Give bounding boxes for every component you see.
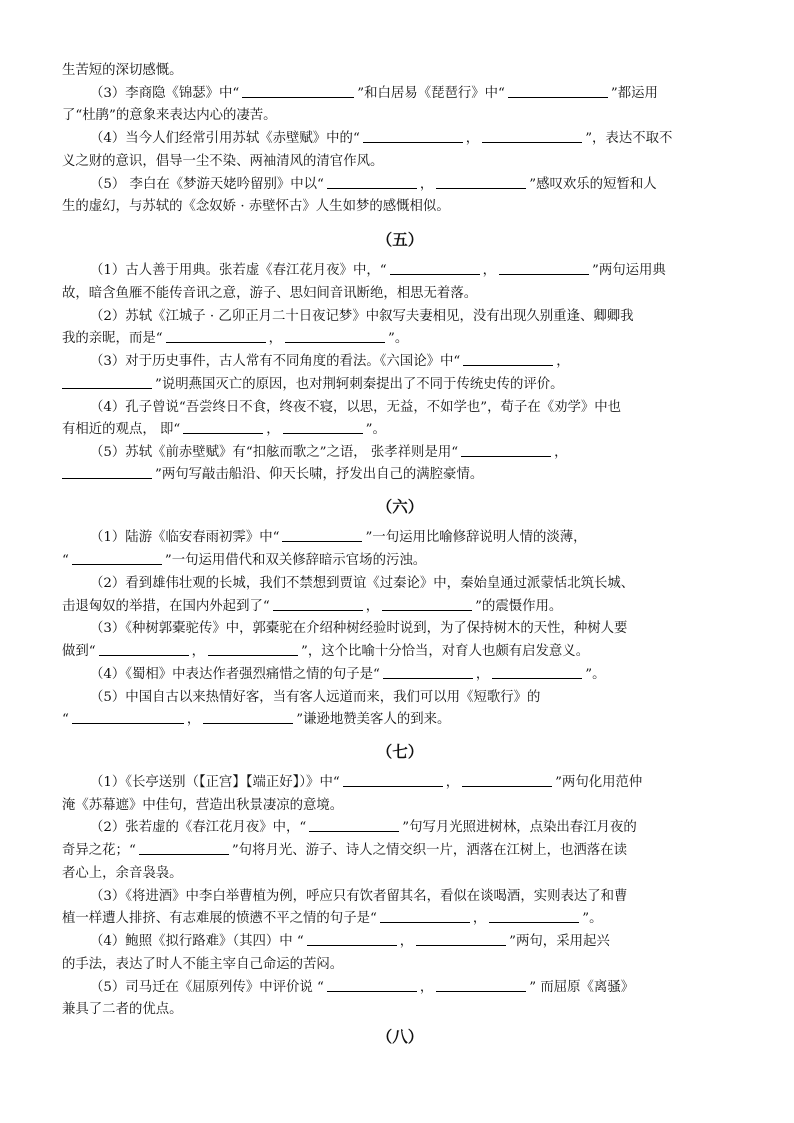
comma: ， bbox=[482, 263, 496, 278]
s6-q4-line1 bbox=[62, 664, 738, 687]
comma: ， bbox=[268, 331, 282, 346]
s6-q1-text-c: ”一句运用比喻修辞说明人情的淡薄， bbox=[365, 530, 587, 545]
comma: ， bbox=[266, 422, 280, 437]
s5-q3-text-c: ”说明燕国灭亡的原因，也对荆轲刺秦提出了不同于传统史传的评价。 bbox=[155, 377, 564, 392]
s6-q2-line2 bbox=[62, 596, 738, 619]
answer-blank[interactable] bbox=[166, 328, 266, 343]
s5-q5-line2 bbox=[62, 464, 738, 487]
s6-q3-text-c: ”，这个比喻十分恰当，对育人也颇有启发意义。 bbox=[301, 644, 590, 659]
comma: ， bbox=[445, 775, 460, 790]
answer-blank[interactable] bbox=[390, 260, 480, 275]
s5-q3-text-a: （3）对于历史事件，古人常有不同角度的看法。《六国论》中“ bbox=[90, 354, 461, 369]
s7-q1-text-c: ”两句化用范仲 bbox=[555, 775, 643, 790]
s7-q4-text-a: （4）鲍照《拟行路难》（其四）中 “ bbox=[90, 934, 304, 949]
answer-blank[interactable] bbox=[436, 174, 526, 189]
s7-q3-text-c: ”。 bbox=[582, 911, 603, 926]
answer-blank[interactable] bbox=[139, 840, 229, 855]
s5-q4-line1: （4）孔子曾说“吾尝终日不食，终夜不寝，以思，无益，不如学也”，荀子在《劝学》中也 bbox=[90, 400, 622, 415]
answer-blank[interactable] bbox=[380, 908, 470, 923]
s7-q2-line1 bbox=[62, 817, 738, 840]
s5-q2-text-c: ”。 bbox=[387, 331, 409, 346]
s4-q3-text-a: （3）李商隐《锦瑟》中“ bbox=[90, 86, 240, 101]
s4-q3-line2: 了“杜鹃”的意象来表达内心的凄苦。 bbox=[62, 108, 277, 123]
intro-line: 生苦短的深切感慨。 bbox=[62, 63, 183, 78]
s7-q4-line2: 的手法，表达了时人不能主宰自己命运的苦闷。 bbox=[62, 957, 344, 972]
s5-q3-line1 bbox=[62, 351, 738, 374]
s7-q2-line3: 者心上，余音袅袅。 bbox=[62, 866, 183, 881]
s5-q4-text-a: 有相近的观点， 即“ bbox=[62, 422, 181, 437]
s6-q2-text-a: 击退匈奴的举措，在国内外起到了“ bbox=[62, 599, 270, 614]
s4-q5-line1 bbox=[62, 174, 738, 197]
comma: ， bbox=[419, 177, 434, 192]
s6-q1-text-a: （1）陆游《临安春雨初霁》中“ bbox=[90, 530, 280, 545]
s7-q2-line2 bbox=[62, 840, 738, 863]
s5-q4-text-c: ”。 bbox=[365, 422, 386, 437]
answer-blank[interactable] bbox=[463, 351, 553, 366]
answer-blank[interactable] bbox=[282, 527, 362, 542]
s7-q3-text-a: 植一样遭人排挤、有志难展的愤懑不平之情的句子是“ bbox=[62, 911, 377, 926]
s6-q1-text-d: ”一句运用借代和双关修辞暗示官场的污浊。 bbox=[164, 553, 427, 568]
answer-blank[interactable] bbox=[461, 442, 551, 457]
s4-q3-text-c: ”都运用 bbox=[610, 86, 658, 101]
s5-q1-line2: 故，暗含鱼雁不能传音讯之意，游子、思妇间音讯断绝，相思无着落。 bbox=[62, 286, 478, 301]
answer-blank[interactable] bbox=[183, 419, 263, 434]
s7-q3-line1: （3）《将进酒》中李白举曹植为例，呼应只有饮者留其名，看似在谈喝酒，实则表达了和曹 bbox=[90, 889, 628, 904]
answer-blank[interactable] bbox=[327, 977, 417, 992]
s6-q3-text-a: 做到“ bbox=[62, 644, 96, 659]
comma: ， bbox=[556, 354, 570, 369]
answer-blank[interactable] bbox=[307, 931, 397, 946]
s7-q2-text-e: ”句将月光、游子、诗人之情交织一片，洒落在江树上，也洒落在读 bbox=[231, 843, 627, 858]
answer-blank[interactable] bbox=[285, 328, 385, 343]
comma: ， bbox=[465, 131, 480, 146]
answer-blank[interactable] bbox=[99, 641, 189, 656]
s6-q3-line2 bbox=[62, 641, 738, 664]
s6-q4-text-c: ”。 bbox=[585, 667, 606, 682]
answer-blank[interactable] bbox=[382, 596, 472, 611]
s7-q1-line1 bbox=[62, 772, 738, 795]
section-title-7: （七） bbox=[376, 743, 424, 761]
comma: ， bbox=[475, 667, 490, 682]
s4-q4-line1 bbox=[62, 128, 738, 151]
comma: ， bbox=[472, 911, 487, 926]
s6-q5-line1: （5）中国自古以来热情好客，当有客人远道而来，我们可以用《短歌行》的 bbox=[90, 690, 541, 705]
s5-q3-line2 bbox=[62, 374, 738, 397]
answer-blank[interactable] bbox=[327, 174, 417, 189]
comma: ， bbox=[186, 712, 201, 727]
s6-q3-line1: （3）《种树郭橐驼传》中，郭橐驼在介绍种树经验时说到，为了保持树木的天性，种树人要 bbox=[90, 621, 628, 636]
s7-q5-line1 bbox=[62, 977, 738, 1000]
s5-q5-line1 bbox=[62, 442, 738, 465]
answer-blank[interactable] bbox=[436, 977, 526, 992]
s7-q4-line1 bbox=[62, 931, 738, 954]
answer-blank[interactable] bbox=[72, 550, 162, 565]
answer-blank[interactable] bbox=[62, 374, 152, 389]
s7-q4-text-c: ”两句，采用起兴 bbox=[509, 934, 610, 949]
comma: ， bbox=[365, 599, 380, 614]
s7-q1-line2: 淹《苏幕遮》中佳句，营造出秋景凄凉的意境。 bbox=[62, 798, 344, 813]
s5-q2-line2 bbox=[62, 328, 738, 351]
answer-blank[interactable] bbox=[499, 260, 589, 275]
s4-q5-text-c: ”感叹欢乐的短暂和人 bbox=[529, 177, 657, 192]
answer-blank[interactable] bbox=[343, 772, 443, 787]
s5-q5-text-c: ”两句写敲击船沿、仰天长啸，抒发出自己的满腔豪情。 bbox=[155, 467, 484, 482]
s6-q1-line1 bbox=[62, 527, 738, 550]
s5-q2-text-a: 我的亲昵，而是“ bbox=[62, 331, 163, 346]
s6-q2-line1: （2）看到雄伟壮观的长城，我们不禁想到贾谊《过秦论》中，秦始皇通过派蒙恬北筑长城、 bbox=[90, 576, 635, 591]
open-quote: “ bbox=[62, 553, 69, 568]
answer-blank[interactable] bbox=[242, 83, 354, 98]
s5-q1-text-c: ”两句运用典 bbox=[591, 263, 666, 278]
s5-q4-line2 bbox=[62, 419, 738, 442]
section-title-8: （八） bbox=[376, 1028, 424, 1046]
open-quote: “ bbox=[62, 712, 69, 727]
s6-q1-line2 bbox=[62, 550, 738, 573]
s7-q2-text-a: （2）张若虚的《春江花月夜》中，“ bbox=[90, 820, 307, 835]
comma: ， bbox=[554, 445, 568, 460]
comma: ， bbox=[191, 644, 206, 659]
comma: ， bbox=[419, 980, 434, 995]
section-title-6: （六） bbox=[376, 498, 424, 516]
s6-q5-line2 bbox=[62, 709, 738, 732]
s4-q4-text-a: （4）当今人们经常引用苏轼《赤壁赋》中的“ bbox=[90, 131, 360, 146]
s5-q1-text-a: （1）古人善于用典。张若虚《春江花月夜》中，“ bbox=[90, 263, 387, 278]
s4-q4-text-c: ”，表达不取不 bbox=[585, 131, 673, 146]
answer-blank[interactable] bbox=[363, 128, 463, 143]
answer-blank[interactable] bbox=[203, 709, 293, 724]
answer-blank[interactable] bbox=[62, 464, 152, 479]
answer-blank[interactable] bbox=[383, 664, 473, 679]
answer-blank[interactable] bbox=[492, 664, 582, 679]
s5-q1-line1 bbox=[62, 260, 738, 283]
s7-q1-text-a: （1）《长亭送别（【正宫】【端正好】）》中“ bbox=[90, 775, 340, 790]
s6-q2-text-c: ”的震慑作用。 bbox=[475, 599, 563, 614]
s7-q3-line2 bbox=[62, 908, 738, 931]
answer-blank[interactable] bbox=[482, 128, 582, 143]
answer-blank[interactable] bbox=[283, 419, 363, 434]
s4-q5-line2: 生的虚幻，与苏轼的《念奴娇 · 赤壁怀古》人生如梦的感慨相似。 bbox=[62, 199, 450, 214]
answer-blank[interactable] bbox=[462, 772, 552, 787]
answer-blank[interactable] bbox=[273, 596, 363, 611]
section-title-5: （五） bbox=[376, 231, 424, 249]
answer-blank[interactable] bbox=[208, 641, 298, 656]
s7-q5-text-a: （5）司马迁在《屈原列传》中评价说 “ bbox=[90, 980, 324, 995]
s5-q5-text-a: （5）苏轼《前赤壁赋》有“扣舷而歌之”之语， 张孝祥则是用“ bbox=[90, 445, 459, 460]
answer-blank[interactable] bbox=[416, 931, 506, 946]
comma: ， bbox=[399, 934, 414, 949]
answer-blank[interactable] bbox=[309, 817, 399, 832]
answer-blank[interactable] bbox=[508, 83, 608, 98]
answer-blank[interactable] bbox=[489, 908, 579, 923]
s4-q5-text-a: （5） 李白在《梦游天姥吟留别》中以“ bbox=[90, 177, 324, 192]
s7-q2-text-d: 奇异之花；“ bbox=[62, 843, 136, 858]
s4-q4-line2: 义之财的意识，倡导一尘不染、两袖清风的清官作风。 bbox=[62, 154, 384, 169]
s7-q5-text-c: ” 而屈原《离骚》 bbox=[529, 980, 635, 995]
s5-q2-line1: （2）苏轼《江城子 · 乙卯正月二十日夜记梦》中叙写夫妻相见，没有出现久别重逢、卿卿我 bbox=[90, 309, 634, 324]
s7-q2-text-c: ”句写月光照进树林，点染出春江月夜的 bbox=[402, 820, 637, 835]
s7-q5-line2: 兼具了二者的优点。 bbox=[62, 1002, 183, 1017]
answer-blank[interactable] bbox=[72, 709, 184, 724]
s4-q3-line1 bbox=[62, 83, 738, 106]
s6-q5-text-c: ”谦逊地赞美客人的到来。 bbox=[296, 712, 451, 727]
s4-q3-text-b: ”和白居易《琵琶行》中“ bbox=[357, 86, 505, 101]
s6-q4-text-a: （4）《蜀相》中表达作者强烈痛惜之情的句子是“ bbox=[90, 667, 380, 682]
